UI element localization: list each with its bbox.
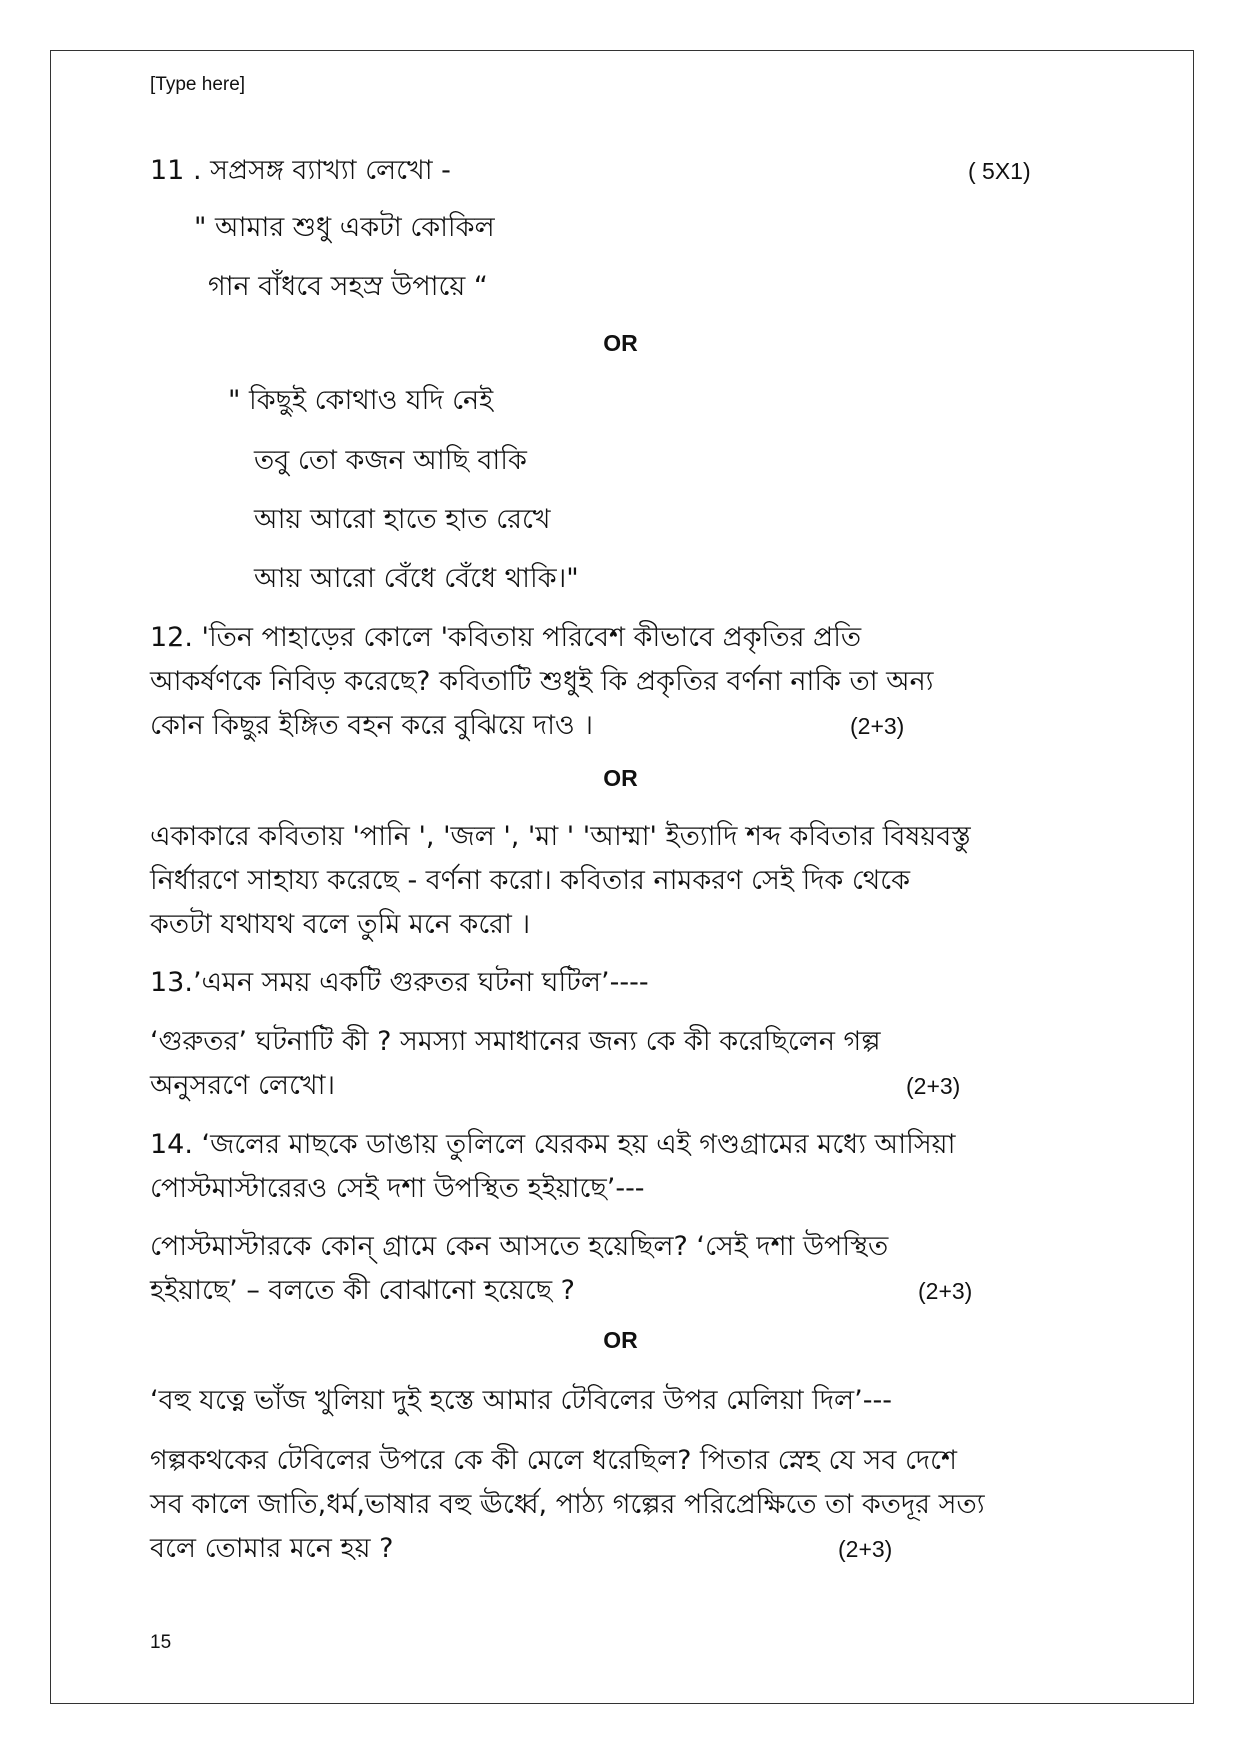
or-divider-14: OR xyxy=(603,1327,638,1353)
question-12-marks: (2+3) xyxy=(850,713,905,739)
quote-b-line-3: আয় আরো হাতে হাত রেখে xyxy=(254,504,551,535)
question-14-line-2: হইয়াছে’ – বলতে কী বোঝানো হয়েছে ? xyxy=(150,1275,575,1306)
question-13-line-2: অনুসরণে লেখো। xyxy=(150,1070,336,1101)
quote-b-line-4: আয় আরো বেঁধে বেঁধে থাকি।" xyxy=(254,563,579,594)
question-14-quote-line-1: 14. ‘জলের মাছকে ডাঙায় তুলিলে যেরকম হয় এই গণ্ডগ্রামের মধ্যে আসিয়া xyxy=(150,1129,956,1160)
question-14-alt-quote: ‘বহু যত্নে ভাঁজ খুলিয়া দুই হস্তে আমার টেবিলের উপর মেলিয়া দিল’--- xyxy=(150,1385,892,1416)
question-11-marks: ( 5X1) xyxy=(968,158,1031,184)
header-placeholder: [Type here] xyxy=(150,74,246,95)
or-divider-11: OR xyxy=(603,330,638,356)
quote-b-line-2: তবু তো কজন আছি বাকি xyxy=(254,445,527,476)
question-14-line-1: পোস্টমাস্টারকে কোন্ গ্রামে কেন আসতে হয়েছিল? ‘সেই দশা উপস্থিত xyxy=(150,1231,889,1262)
question-12-alt-line-3: কতটা যথাযথ বলে তুমি মনে করো । xyxy=(150,909,531,940)
question-14-alt-line-2: সব কালে জাতি,ধর্ম,ভাষার বহু ঊর্ধ্বে, পাঠ্য গল্পের পরিপ্রেক্ষিতে তা কতদূর সত্য xyxy=(150,1489,985,1520)
quote-a-line-2: গান বাঁধবে সহস্র উপায়ে “ xyxy=(208,271,488,302)
question-12-alt-line-1: একাকারে কবিতায় 'পানি ', 'জল ', 'মা ' 'আম্মা' ইত্যাদি শব্দ কবিতার বিষয়বস্তু xyxy=(150,821,971,852)
question-14-alt-line-1: গল্পকথকের টেবিলের উপরে কে কী মেলে ধরেছিল? পিতার স্নেহ যে সব দেশে xyxy=(150,1445,957,1476)
question-13-quote: 13.’এমন সময় একটি গুরুতর ঘটনা ঘটিল’---- xyxy=(150,967,649,998)
quote-a-line-1: " আমার শুধু একটা কোকিল xyxy=(194,212,495,243)
question-14-alt-marks: (2+3) xyxy=(838,1536,893,1562)
question-11: 11 . সপ্রসঙ্গ ব্যাখ্যা লেখো - xyxy=(150,155,451,186)
question-14-alt-line-3: বলে তোমার মনে হয় ? xyxy=(150,1533,394,1564)
or-divider-12: OR xyxy=(603,765,638,791)
quote-b-line-1: " কিছুই কোথাও যদি নেই xyxy=(228,385,494,416)
question-13-line-1: ‘গুরুতর’ ঘটনাটি কী ? সমস্যা সমাধানের জন্য কে কী করেছিলেন গল্প xyxy=(150,1026,881,1057)
question-12-alt-line-2: নির্ধারণে সাহায্য করেছে - বর্ণনা করো। কবিতার নামকরণ সেই দিক থেকে xyxy=(150,865,911,896)
question-12-line-2: আকর্ষণকে নিবিড় করেছে? কবিতাটি শুধুই কি প্রকৃতির বর্ণনা নাকি তা অন্য xyxy=(150,666,934,697)
page-number: 15 xyxy=(150,1632,172,1653)
question-12-line-3: কোন কিছুর ইঙ্গিত বহন করে বুঝিয়ে দাও । xyxy=(150,710,594,741)
question-12-line-1: 12. 'তিন পাহাড়ের কোলে 'কবিতায় পরিবেশ কীভাবে প্রকৃতির প্রতি xyxy=(150,622,862,653)
question-14-marks: (2+3) xyxy=(918,1278,973,1304)
question-14-quote-line-2: পোস্টমাস্টারেরও সেই দশা উপস্থিত হইয়াছে’--- xyxy=(150,1173,645,1204)
question-13-marks: (2+3) xyxy=(906,1073,961,1099)
